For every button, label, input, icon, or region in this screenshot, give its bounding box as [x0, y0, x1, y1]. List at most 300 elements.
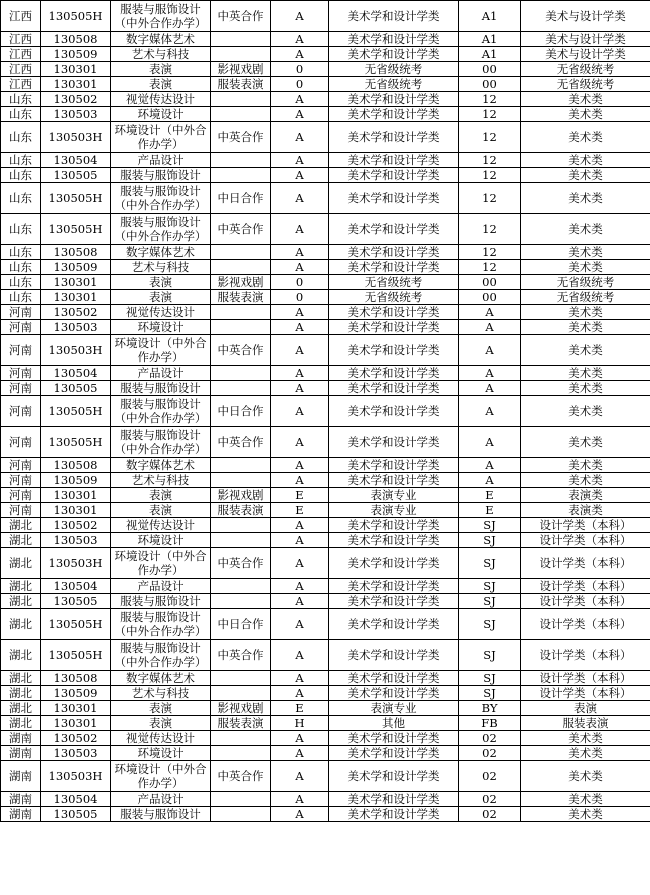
- province-cell: 山东: [1, 122, 41, 153]
- province-cell: 江西: [1, 62, 41, 77]
- exam-code-cell: SJ: [459, 533, 521, 548]
- exam-name-cell: 美术类: [521, 807, 650, 822]
- exam-code-cell: 12: [459, 92, 521, 107]
- major-name-cell: 表演: [111, 716, 211, 731]
- province-cell: 河南: [1, 335, 41, 366]
- exam-name-cell: 设计学类（本科）: [521, 609, 650, 640]
- exam-name-cell: 美术类: [521, 427, 650, 458]
- major-code-cell: 130503: [41, 320, 111, 335]
- category-code-cell: A: [271, 107, 329, 122]
- province-cell: 山东: [1, 245, 41, 260]
- major-name-cell: 服装与服饰设计（中外合作办学）: [111, 396, 211, 427]
- category-name-cell: 其他: [329, 716, 459, 731]
- cooperation-cell: 中英合作: [211, 1, 271, 32]
- exam-name-cell: 表演类: [521, 503, 650, 518]
- exam-code-cell: 00: [459, 62, 521, 77]
- category-name-cell: 美术学和设计学类: [329, 305, 459, 320]
- category-code-cell: A: [271, 214, 329, 245]
- category-name-cell: 美术学和设计学类: [329, 609, 459, 640]
- major-code-cell: 130508: [41, 245, 111, 260]
- table-body: [1, 1, 650, 822]
- exam-name-cell: 美术类: [521, 305, 650, 320]
- province-cell: 河南: [1, 458, 41, 473]
- major-code-cell: 130509: [41, 686, 111, 701]
- table-row: [1, 335, 650, 366]
- cooperation-cell: [211, 473, 271, 488]
- exam-name-cell: 无省级统考: [521, 275, 650, 290]
- table-row: [1, 761, 650, 792]
- major-name-cell: 环境设计: [111, 320, 211, 335]
- table-row: [1, 594, 650, 609]
- exam-code-cell: SJ: [459, 594, 521, 609]
- exam-code-cell: 00: [459, 275, 521, 290]
- major-code-cell: 130503H: [41, 548, 111, 579]
- province-cell: 湖北: [1, 518, 41, 533]
- table-row: [1, 168, 650, 183]
- table-row: [1, 746, 650, 761]
- table-row: [1, 458, 650, 473]
- category-code-cell: A: [271, 686, 329, 701]
- category-code-cell: A: [271, 381, 329, 396]
- table-row: [1, 518, 650, 533]
- category-code-cell: E: [271, 503, 329, 518]
- table-row: [1, 320, 650, 335]
- category-name-cell: 无省级统考: [329, 275, 459, 290]
- category-code-cell: A: [271, 47, 329, 62]
- cooperation-cell: 中英合作: [211, 335, 271, 366]
- category-name-cell: 美术学和设计学类: [329, 731, 459, 746]
- category-name-cell: 美术学和设计学类: [329, 320, 459, 335]
- province-cell: 湖南: [1, 746, 41, 761]
- category-code-cell: A: [271, 609, 329, 640]
- exam-code-cell: SJ: [459, 548, 521, 579]
- category-code-cell: A: [271, 746, 329, 761]
- major-code-cell: 130505: [41, 381, 111, 396]
- table-row: [1, 548, 650, 579]
- exam-name-cell: 美术类: [521, 473, 650, 488]
- exam-code-cell: SJ: [459, 686, 521, 701]
- major-code-cell: 130503H: [41, 761, 111, 792]
- category-name-cell: 美术学和设计学类: [329, 260, 459, 275]
- major-name-cell: 产品设计: [111, 579, 211, 594]
- major-name-cell: 数字媒体艺术: [111, 32, 211, 47]
- category-code-cell: A: [271, 731, 329, 746]
- major-code-cell: 130301: [41, 275, 111, 290]
- exam-name-cell: 美术类: [521, 214, 650, 245]
- province-cell: 山东: [1, 290, 41, 305]
- exam-name-cell: 美术类: [521, 320, 650, 335]
- major-code-cell: 130509: [41, 260, 111, 275]
- category-code-cell: A: [271, 245, 329, 260]
- exam-name-cell: 服装表演: [521, 716, 650, 731]
- province-cell: 河南: [1, 396, 41, 427]
- major-name-cell: 数字媒体艺术: [111, 245, 211, 260]
- major-code-cell: 130301: [41, 716, 111, 731]
- cooperation-cell: 中英合作: [211, 427, 271, 458]
- major-name-cell: 服装与服饰设计（中外合作办学）: [111, 640, 211, 671]
- major-code-cell: 130301: [41, 503, 111, 518]
- category-name-cell: 美术学和设计学类: [329, 396, 459, 427]
- table-row: [1, 609, 650, 640]
- province-cell: 河南: [1, 381, 41, 396]
- category-code-cell: 0: [271, 290, 329, 305]
- table-row: [1, 396, 650, 427]
- province-cell: 湖南: [1, 761, 41, 792]
- cooperation-cell: [211, 47, 271, 62]
- cooperation-cell: [211, 32, 271, 47]
- table-row: [1, 533, 650, 548]
- major-name-cell: 服装与服饰设计: [111, 594, 211, 609]
- cooperation-cell: [211, 746, 271, 761]
- category-code-cell: A: [271, 305, 329, 320]
- exam-name-cell: 设计学类（本科）: [521, 579, 650, 594]
- exam-code-cell: 12: [459, 168, 521, 183]
- exam-code-cell: 12: [459, 260, 521, 275]
- exam-name-cell: 美术类: [521, 260, 650, 275]
- major-code-cell: 130505H: [41, 1, 111, 32]
- major-name-cell: 服装与服饰设计: [111, 168, 211, 183]
- exam-name-cell: 美术类: [521, 761, 650, 792]
- table-row: [1, 183, 650, 214]
- category-name-cell: 无省级统考: [329, 290, 459, 305]
- cooperation-cell: [211, 458, 271, 473]
- major-code-cell: 130505: [41, 807, 111, 822]
- major-code-cell: 130503: [41, 107, 111, 122]
- major-name-cell: 数字媒体艺术: [111, 671, 211, 686]
- cooperation-cell: 中日合作: [211, 183, 271, 214]
- major-code-cell: 130505: [41, 594, 111, 609]
- major-name-cell: 服装与服饰设计（中外合作办学）: [111, 427, 211, 458]
- major-name-cell: 环境设计: [111, 107, 211, 122]
- category-code-cell: A: [271, 671, 329, 686]
- major-name-cell: 环境设计: [111, 746, 211, 761]
- table-row: [1, 731, 650, 746]
- category-name-cell: 美术学和设计学类: [329, 214, 459, 245]
- major-code-cell: 130502: [41, 305, 111, 320]
- table-row: [1, 32, 650, 47]
- province-cell: 湖北: [1, 579, 41, 594]
- category-code-cell: 0: [271, 77, 329, 92]
- category-code-cell: A: [271, 640, 329, 671]
- major-name-cell: 服装与服饰设计（中外合作办学）: [111, 609, 211, 640]
- cooperation-cell: [211, 381, 271, 396]
- table-row: [1, 488, 650, 503]
- major-code-cell: 130504: [41, 366, 111, 381]
- cooperation-cell: 中英合作: [211, 640, 271, 671]
- province-cell: 湖北: [1, 686, 41, 701]
- province-cell: 山东: [1, 275, 41, 290]
- province-cell: 山东: [1, 92, 41, 107]
- category-name-cell: 表演专业: [329, 503, 459, 518]
- province-cell: 河南: [1, 488, 41, 503]
- major-name-cell: 视觉传达设计: [111, 731, 211, 746]
- category-code-cell: A: [271, 427, 329, 458]
- province-cell: 山东: [1, 260, 41, 275]
- category-code-cell: A: [271, 396, 329, 427]
- category-name-cell: 美术学和设计学类: [329, 1, 459, 32]
- category-name-cell: 美术学和设计学类: [329, 335, 459, 366]
- major-name-cell: 服装与服饰设计（中外合作办学）: [111, 1, 211, 32]
- major-name-cell: 艺术与科技: [111, 260, 211, 275]
- category-code-cell: A: [271, 260, 329, 275]
- table-row: [1, 686, 650, 701]
- category-name-cell: 美术学和设计学类: [329, 458, 459, 473]
- exam-name-cell: 美术类: [521, 458, 650, 473]
- category-code-cell: A: [271, 458, 329, 473]
- exam-code-cell: SJ: [459, 671, 521, 686]
- category-name-cell: 美术学和设计学类: [329, 183, 459, 214]
- exam-code-cell: 02: [459, 731, 521, 746]
- cooperation-cell: 影视戏剧: [211, 701, 271, 716]
- cooperation-cell: 中日合作: [211, 609, 271, 640]
- category-name-cell: 无省级统考: [329, 77, 459, 92]
- province-cell: 江西: [1, 32, 41, 47]
- category-name-cell: 美术学和设计学类: [329, 686, 459, 701]
- category-name-cell: 美术学和设计学类: [329, 594, 459, 609]
- major-code-cell: 130301: [41, 701, 111, 716]
- exam-code-cell: A: [459, 458, 521, 473]
- province-cell: 河南: [1, 366, 41, 381]
- category-name-cell: 美术学和设计学类: [329, 807, 459, 822]
- exam-name-cell: 表演类: [521, 488, 650, 503]
- major-code-cell: 130505: [41, 168, 111, 183]
- cooperation-cell: [211, 792, 271, 807]
- exam-code-cell: 02: [459, 761, 521, 792]
- category-name-cell: 美术学和设计学类: [329, 366, 459, 381]
- major-code-cell: 130505H: [41, 640, 111, 671]
- province-cell: 湖南: [1, 807, 41, 822]
- category-name-cell: 美术学和设计学类: [329, 168, 459, 183]
- table-row: [1, 473, 650, 488]
- province-cell: 江西: [1, 47, 41, 62]
- exam-code-cell: 12: [459, 214, 521, 245]
- cooperation-cell: [211, 807, 271, 822]
- exam-code-cell: A: [459, 366, 521, 381]
- exam-name-cell: 美术类: [521, 168, 650, 183]
- category-code-cell: A: [271, 183, 329, 214]
- major-name-cell: 服装与服饰设计（中外合作办学）: [111, 214, 211, 245]
- exam-name-cell: 美术类: [521, 366, 650, 381]
- major-code-cell: 130502: [41, 518, 111, 533]
- exam-name-cell: 美术类: [521, 92, 650, 107]
- major-name-cell: 视觉传达设计: [111, 92, 211, 107]
- exam-code-cell: A: [459, 427, 521, 458]
- province-cell: 河南: [1, 503, 41, 518]
- category-name-cell: 美术学和设计学类: [329, 761, 459, 792]
- exam-code-cell: 12: [459, 183, 521, 214]
- category-code-cell: A: [271, 168, 329, 183]
- cooperation-cell: [211, 686, 271, 701]
- province-cell: 山东: [1, 107, 41, 122]
- province-cell: 湖北: [1, 594, 41, 609]
- table-row: [1, 47, 650, 62]
- exam-name-cell: 美术类: [521, 122, 650, 153]
- table-row: [1, 381, 650, 396]
- exam-code-cell: 00: [459, 290, 521, 305]
- category-name-cell: 美术学和设计学类: [329, 122, 459, 153]
- major-name-cell: 视觉传达设计: [111, 518, 211, 533]
- table-row: [1, 153, 650, 168]
- category-name-cell: 美术学和设计学类: [329, 32, 459, 47]
- major-name-cell: 服装与服饰设计: [111, 381, 211, 396]
- exam-name-cell: 美术类: [521, 335, 650, 366]
- category-code-cell: A: [271, 153, 329, 168]
- cooperation-cell: 服装表演: [211, 77, 271, 92]
- cooperation-cell: [211, 594, 271, 609]
- category-name-cell: 表演专业: [329, 701, 459, 716]
- exam-code-cell: 12: [459, 153, 521, 168]
- exam-name-cell: 美术类: [521, 245, 650, 260]
- category-name-cell: 美术学和设计学类: [329, 533, 459, 548]
- major-name-cell: 艺术与科技: [111, 47, 211, 62]
- category-name-cell: 美术学和设计学类: [329, 548, 459, 579]
- exam-name-cell: 美术与设计学类: [521, 32, 650, 47]
- major-code-cell: 130505H: [41, 609, 111, 640]
- table-row: [1, 245, 650, 260]
- cooperation-cell: [211, 168, 271, 183]
- table-row: [1, 1, 650, 32]
- province-cell: 湖北: [1, 716, 41, 731]
- category-code-cell: 0: [271, 275, 329, 290]
- major-name-cell: 环境设计（中外合作办学）: [111, 761, 211, 792]
- major-name-cell: 产品设计: [111, 366, 211, 381]
- exam-code-cell: A1: [459, 47, 521, 62]
- province-cell: 江西: [1, 1, 41, 32]
- table-row: [1, 214, 650, 245]
- major-code-cell: 130505H: [41, 183, 111, 214]
- exam-name-cell: 美术类: [521, 183, 650, 214]
- exam-name-cell: 美术类: [521, 746, 650, 761]
- category-code-cell: A: [271, 122, 329, 153]
- category-code-cell: 0: [271, 62, 329, 77]
- category-name-cell: 无省级统考: [329, 62, 459, 77]
- table-row: [1, 671, 650, 686]
- category-name-cell: 表演专业: [329, 488, 459, 503]
- table-row: [1, 122, 650, 153]
- exam-code-cell: SJ: [459, 579, 521, 594]
- category-name-cell: 美术学和设计学类: [329, 107, 459, 122]
- category-code-cell: A: [271, 807, 329, 822]
- cooperation-cell: [211, 579, 271, 594]
- province-cell: 山东: [1, 168, 41, 183]
- major-code-cell: 130503H: [41, 335, 111, 366]
- major-code-cell: 130503: [41, 746, 111, 761]
- cooperation-cell: [211, 92, 271, 107]
- province-cell: 河南: [1, 473, 41, 488]
- major-name-cell: 艺术与科技: [111, 473, 211, 488]
- major-name-cell: 环境设计: [111, 533, 211, 548]
- table-row: [1, 807, 650, 822]
- table-row: [1, 701, 650, 716]
- major-name-cell: 表演: [111, 62, 211, 77]
- exam-name-cell: 美术类: [521, 153, 650, 168]
- exam-code-cell: A1: [459, 32, 521, 47]
- category-name-cell: 美术学和设计学类: [329, 579, 459, 594]
- exam-name-cell: 美术类: [521, 381, 650, 396]
- category-code-cell: E: [271, 701, 329, 716]
- major-code-cell: 130505H: [41, 396, 111, 427]
- cooperation-cell: 中英合作: [211, 761, 271, 792]
- exam-name-cell: 设计学类（本科）: [521, 671, 650, 686]
- cooperation-cell: 中英合作: [211, 122, 271, 153]
- province-cell: 湖北: [1, 548, 41, 579]
- exam-code-cell: A: [459, 335, 521, 366]
- province-cell: 河南: [1, 320, 41, 335]
- exam-name-cell: 美术与设计学类: [521, 47, 650, 62]
- cooperation-cell: 影视戏剧: [211, 488, 271, 503]
- exam-code-cell: SJ: [459, 640, 521, 671]
- cooperation-cell: [211, 671, 271, 686]
- major-code-cell: 130301: [41, 62, 111, 77]
- table-row: [1, 92, 650, 107]
- exam-name-cell: 设计学类（本科）: [521, 686, 650, 701]
- exam-code-cell: 12: [459, 245, 521, 260]
- cooperation-cell: 中英合作: [211, 214, 271, 245]
- exam-code-cell: 02: [459, 792, 521, 807]
- category-code-cell: A: [271, 761, 329, 792]
- cooperation-cell: 影视戏剧: [211, 275, 271, 290]
- category-code-cell: A: [271, 92, 329, 107]
- province-cell: 山东: [1, 183, 41, 214]
- province-cell: 湖北: [1, 609, 41, 640]
- major-name-cell: 服装与服饰设计（中外合作办学）: [111, 183, 211, 214]
- province-cell: 河南: [1, 427, 41, 458]
- exam-code-cell: FB: [459, 716, 521, 731]
- major-code-cell: 130301: [41, 77, 111, 92]
- province-cell: 湖北: [1, 640, 41, 671]
- province-cell: 山东: [1, 153, 41, 168]
- major-name-cell: 环境设计（中外合作办学）: [111, 548, 211, 579]
- table-row: [1, 305, 650, 320]
- table-row: [1, 77, 650, 92]
- category-name-cell: 美术学和设计学类: [329, 792, 459, 807]
- cooperation-cell: [211, 731, 271, 746]
- category-code-cell: A: [271, 579, 329, 594]
- category-name-cell: 美术学和设计学类: [329, 245, 459, 260]
- exam-name-cell: 表演: [521, 701, 650, 716]
- cooperation-cell: [211, 260, 271, 275]
- exam-code-cell: E: [459, 488, 521, 503]
- exam-code-cell: A: [459, 473, 521, 488]
- major-name-cell: 服装与服饰设计: [111, 807, 211, 822]
- cooperation-cell: 服装表演: [211, 503, 271, 518]
- major-name-cell: 表演: [111, 275, 211, 290]
- cooperation-cell: [211, 245, 271, 260]
- exam-code-cell: SJ: [459, 609, 521, 640]
- exam-name-cell: 设计学类（本科）: [521, 533, 650, 548]
- exam-code-cell: E: [459, 503, 521, 518]
- cooperation-cell: [211, 153, 271, 168]
- major-code-cell: 130503H: [41, 122, 111, 153]
- exam-code-cell: 00: [459, 77, 521, 92]
- major-name-cell: 产品设计: [111, 792, 211, 807]
- category-name-cell: 美术学和设计学类: [329, 92, 459, 107]
- exam-name-cell: 美术类: [521, 107, 650, 122]
- province-cell: 河南: [1, 305, 41, 320]
- exam-name-cell: 美术与设计学类: [521, 1, 650, 32]
- category-name-cell: 美术学和设计学类: [329, 427, 459, 458]
- major-code-cell: 130509: [41, 473, 111, 488]
- major-code-cell: 130504: [41, 579, 111, 594]
- major-code-cell: 130508: [41, 458, 111, 473]
- province-cell: 湖北: [1, 671, 41, 686]
- province-cell: 湖南: [1, 792, 41, 807]
- major-code-cell: 130505H: [41, 427, 111, 458]
- exam-name-cell: 无省级统考: [521, 77, 650, 92]
- category-name-cell: 美术学和设计学类: [329, 153, 459, 168]
- table-row: [1, 640, 650, 671]
- category-name-cell: 美术学和设计学类: [329, 640, 459, 671]
